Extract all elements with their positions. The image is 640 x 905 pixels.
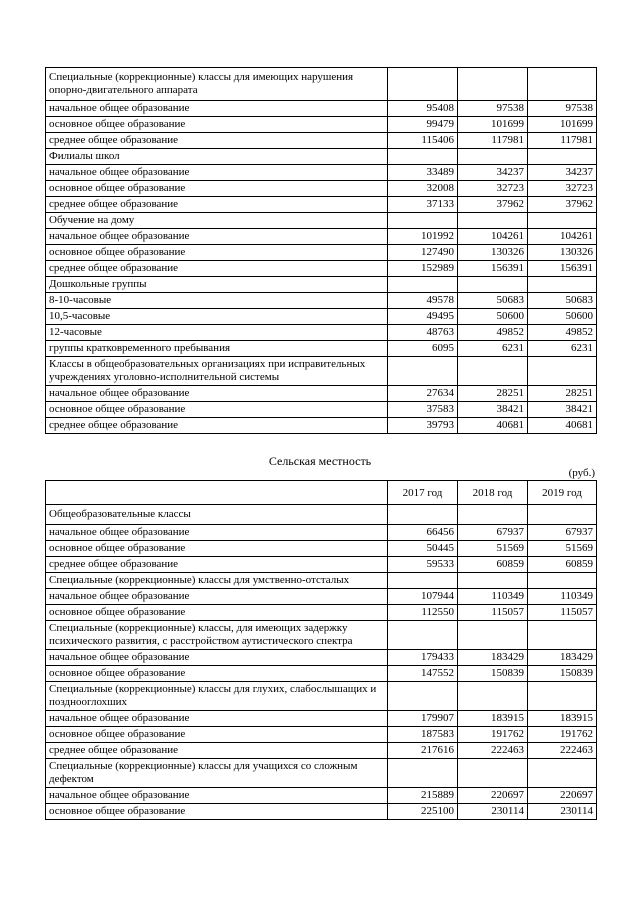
row-label: Обучение на дому [46, 213, 388, 229]
row-label: среднее общее образование [46, 557, 388, 573]
value-cell [388, 505, 458, 525]
value-cell: 60859 [528, 557, 597, 573]
row-label: Общеобразовательные классы [46, 505, 388, 525]
value-cell [528, 621, 597, 650]
value-cell: 27634 [388, 386, 458, 402]
value-cell [388, 682, 458, 711]
table-row [46, 682, 597, 711]
cost-table-rural [45, 480, 597, 820]
table-row [46, 213, 597, 229]
value-cell [458, 68, 528, 101]
row-label: начальное общее образование [46, 229, 388, 245]
value-cell [458, 621, 528, 650]
value-cell: 48763 [388, 325, 458, 341]
table-row [46, 402, 597, 418]
value-cell: 50600 [528, 309, 597, 325]
value-cell: 230114 [528, 804, 597, 820]
row-label: среднее общее образование [46, 133, 388, 149]
header-cell-2018: 2018 год [458, 481, 528, 505]
value-cell: 67937 [528, 525, 597, 541]
row-label: Дошкольные группы [46, 277, 388, 293]
value-cell: 101992 [388, 229, 458, 245]
row-label: Специальные (коррекционные) классы для учащихся со сложным дефектом [46, 759, 388, 788]
value-cell: 127490 [388, 245, 458, 261]
table-row [46, 101, 597, 117]
value-cell: 179433 [388, 650, 458, 666]
value-cell: 104261 [528, 229, 597, 245]
value-cell: 147552 [388, 666, 458, 682]
table-row [46, 309, 597, 325]
header-cell-2019: 2019 год [528, 481, 597, 505]
value-cell: 60859 [458, 557, 528, 573]
value-cell: 6095 [388, 341, 458, 357]
table-header-row [46, 481, 597, 505]
value-cell [388, 213, 458, 229]
row-label: 10,5-часовые [46, 309, 388, 325]
value-cell: 6231 [458, 341, 528, 357]
value-cell: 66456 [388, 525, 458, 541]
value-cell: 115406 [388, 133, 458, 149]
table-row [46, 605, 597, 621]
header-cell-2017: 2017 год [388, 481, 458, 505]
value-cell: 97538 [458, 101, 528, 117]
value-cell: 107944 [388, 589, 458, 605]
row-label: основное общее образование [46, 666, 388, 682]
row-label: начальное общее образование [46, 711, 388, 727]
value-cell [458, 213, 528, 229]
row-label: Специальные (коррекционные) классы для глухих, слабослышащих и позднооглохших [46, 682, 388, 711]
value-cell [458, 682, 528, 711]
row-label: Специальные (коррекционные) классы, для имеющих задержку психического развития, с расстройством аутистического спектра [46, 621, 388, 650]
value-cell: 183429 [458, 650, 528, 666]
row-label: среднее общее образование [46, 418, 388, 434]
value-cell [388, 277, 458, 293]
value-cell: 150839 [458, 666, 528, 682]
table-row [46, 197, 597, 213]
value-cell: 117981 [528, 133, 597, 149]
value-cell: 67937 [458, 525, 528, 541]
value-cell: 220697 [528, 788, 597, 804]
table-row [46, 277, 597, 293]
table-row [46, 541, 597, 557]
value-cell: 95408 [388, 101, 458, 117]
unit-label: (руб.) [568, 467, 595, 479]
value-cell: 37133 [388, 197, 458, 213]
row-label: начальное общее образование [46, 650, 388, 666]
value-cell: 230114 [458, 804, 528, 820]
value-cell: 99479 [388, 117, 458, 133]
table-row [46, 759, 597, 788]
value-cell: 112550 [388, 605, 458, 621]
value-cell: 37962 [528, 197, 597, 213]
value-cell: 28251 [458, 386, 528, 402]
table-row [46, 149, 597, 165]
table-row [46, 621, 597, 650]
row-label: основное общее образование [46, 605, 388, 621]
value-cell [458, 149, 528, 165]
table-row [46, 117, 597, 133]
value-cell [388, 573, 458, 589]
value-cell [388, 68, 458, 101]
table-row [46, 650, 597, 666]
value-cell: 40681 [528, 418, 597, 434]
table-row [46, 245, 597, 261]
table-row [46, 666, 597, 682]
value-cell: 50683 [458, 293, 528, 309]
value-cell: 156391 [458, 261, 528, 277]
row-label: среднее общее образование [46, 261, 388, 277]
row-label: начальное общее образование [46, 165, 388, 181]
table-row [46, 804, 597, 820]
value-cell [388, 621, 458, 650]
value-cell: 40681 [458, 418, 528, 434]
value-cell: 187583 [388, 727, 458, 743]
value-cell: 51569 [458, 541, 528, 557]
row-label: основное общее образование [46, 727, 388, 743]
table-row [46, 525, 597, 541]
row-label: основное общее образование [46, 402, 388, 418]
value-cell: 101699 [458, 117, 528, 133]
value-cell: 130326 [458, 245, 528, 261]
row-label: начальное общее образование [46, 788, 388, 804]
value-cell [458, 573, 528, 589]
value-cell: 101699 [528, 117, 597, 133]
table-row [46, 743, 597, 759]
value-cell: 150839 [528, 666, 597, 682]
cost-table-urban [45, 67, 597, 434]
value-cell: 117981 [458, 133, 528, 149]
value-cell: 38421 [528, 402, 597, 418]
value-cell [528, 357, 597, 386]
value-cell: 49852 [458, 325, 528, 341]
table-row [46, 711, 597, 727]
table-row [46, 573, 597, 589]
table-row [46, 505, 597, 525]
value-cell [528, 149, 597, 165]
value-cell: 37962 [458, 197, 528, 213]
value-cell: 110349 [458, 589, 528, 605]
value-cell: 217616 [388, 743, 458, 759]
value-cell: 104261 [458, 229, 528, 245]
value-cell: 183915 [528, 711, 597, 727]
value-cell: 191762 [458, 727, 528, 743]
table-row [46, 557, 597, 573]
value-cell: 38421 [458, 402, 528, 418]
value-cell [528, 68, 597, 101]
table-row [46, 325, 597, 341]
value-cell: 6231 [528, 341, 597, 357]
value-cell: 49495 [388, 309, 458, 325]
row-label: среднее общее образование [46, 197, 388, 213]
value-cell [528, 213, 597, 229]
table-row [46, 165, 597, 181]
value-cell [528, 505, 597, 525]
value-cell: 50445 [388, 541, 458, 557]
value-cell: 215889 [388, 788, 458, 804]
table-row [46, 357, 597, 386]
row-label: среднее общее образование [46, 743, 388, 759]
value-cell: 115057 [528, 605, 597, 621]
table-row [46, 418, 597, 434]
header-cell [46, 481, 388, 505]
value-cell: 37583 [388, 402, 458, 418]
value-cell: 110349 [528, 589, 597, 605]
value-cell [528, 759, 597, 788]
value-cell [458, 357, 528, 386]
value-cell: 32008 [388, 181, 458, 197]
table-row [46, 788, 597, 804]
row-label: основное общее образование [46, 541, 388, 557]
value-cell: 39793 [388, 418, 458, 434]
row-label: начальное общее образование [46, 101, 388, 117]
value-cell: 220697 [458, 788, 528, 804]
value-cell: 32723 [458, 181, 528, 197]
value-cell [528, 682, 597, 711]
value-cell [528, 573, 597, 589]
row-label: начальное общее образование [46, 386, 388, 402]
row-label: Классы в общеобразовательных организациях при исправительных учреждениях уголовно-исполнительной системы [46, 357, 388, 386]
row-label: 12-часовые [46, 325, 388, 341]
value-cell: 115057 [458, 605, 528, 621]
value-cell [388, 759, 458, 788]
value-cell: 152989 [388, 261, 458, 277]
value-cell [388, 357, 458, 386]
value-cell [458, 277, 528, 293]
value-cell: 50683 [528, 293, 597, 309]
value-cell: 50600 [458, 309, 528, 325]
value-cell [458, 505, 528, 525]
row-label: начальное общее образование [46, 589, 388, 605]
table-row [46, 133, 597, 149]
value-cell: 97538 [528, 101, 597, 117]
value-cell: 33489 [388, 165, 458, 181]
value-cell: 191762 [528, 727, 597, 743]
value-cell [388, 149, 458, 165]
row-label: основное общее образование [46, 804, 388, 820]
value-cell: 183429 [528, 650, 597, 666]
value-cell: 179907 [388, 711, 458, 727]
value-cell: 49578 [388, 293, 458, 309]
value-cell: 183915 [458, 711, 528, 727]
value-cell: 28251 [528, 386, 597, 402]
table-row [46, 386, 597, 402]
value-cell: 130326 [528, 245, 597, 261]
value-cell: 49852 [528, 325, 597, 341]
value-cell: 225100 [388, 804, 458, 820]
row-label: Филиалы школ [46, 149, 388, 165]
row-label: группы кратковременного пребывания [46, 341, 388, 357]
table-row [46, 727, 597, 743]
value-cell: 34237 [458, 165, 528, 181]
value-cell [458, 759, 528, 788]
row-label: основное общее образование [46, 117, 388, 133]
value-cell: 156391 [528, 261, 597, 277]
value-cell: 222463 [458, 743, 528, 759]
row-label: основное общее образование [46, 245, 388, 261]
section-title: Сельская местность [268, 454, 372, 468]
row-label: Специальные (коррекционные) классы для имеющих нарушения опорно-двигательного аппарата [46, 68, 388, 101]
table-row [46, 261, 597, 277]
table-row [46, 293, 597, 309]
table-row [46, 181, 597, 197]
table-row [46, 68, 597, 101]
value-cell: 59533 [388, 557, 458, 573]
value-cell: 222463 [528, 743, 597, 759]
table-row [46, 341, 597, 357]
value-cell: 51569 [528, 541, 597, 557]
row-label: начальное общее образование [46, 525, 388, 541]
value-cell: 32723 [528, 181, 597, 197]
row-label: Специальные (коррекционные) классы для умственно-отсталых [46, 573, 388, 589]
value-cell [528, 277, 597, 293]
table-row [46, 229, 597, 245]
row-label: 8-10-часовые [46, 293, 388, 309]
table-row [46, 589, 597, 605]
value-cell: 34237 [528, 165, 597, 181]
row-label: основное общее образование [46, 181, 388, 197]
